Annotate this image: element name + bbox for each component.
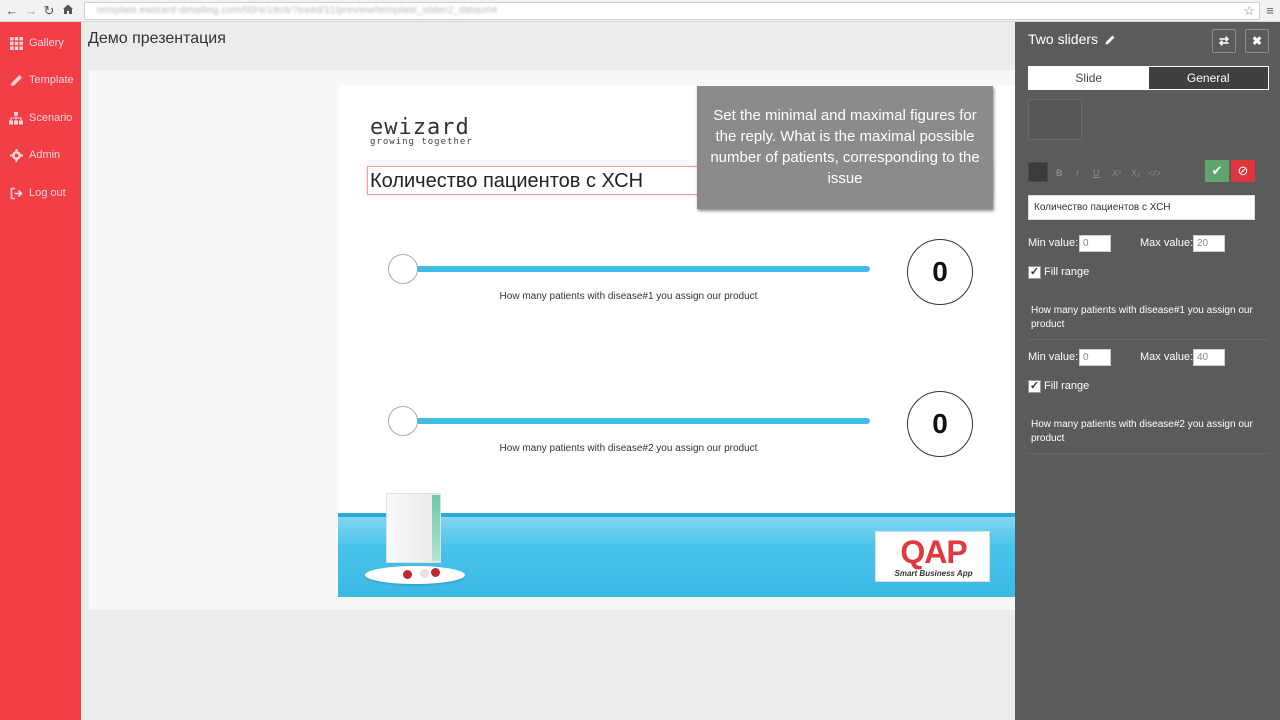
url-text: template.ewizard-detailing.com/00/4/19c6/7ea4d/11/preview/template_slider2_dataurl4 [97, 5, 497, 16]
arrow-right-icon[interactable]: → [24, 3, 38, 18]
berry-icon [403, 570, 412, 579]
sidebar-item-label: Admin [29, 149, 61, 161]
max-value-input[interactable]: 40 [1193, 349, 1225, 366]
fill-range-label: Fill range [1044, 266, 1090, 278]
browser-toolbar [0, 0, 1280, 22]
brand-tagline: Smart Business App [894, 569, 973, 578]
fill-range-label: Fill range [1044, 380, 1090, 392]
slider-knob[interactable] [388, 406, 418, 436]
min-value-input[interactable]: 0 [1079, 349, 1111, 366]
sidebar [0, 22, 81, 720]
slider-value: 0 [907, 239, 973, 305]
text-editor-toolbar [1028, 160, 1272, 186]
superscript-button[interactable]: X² [1112, 168, 1121, 178]
slider-caption: How many patients with disease#1 you assign our product [499, 291, 758, 302]
brand-logo-card [875, 531, 990, 582]
sitemap-icon [8, 112, 24, 125]
ewizard-logo [370, 115, 473, 147]
logo-sub-text: growing together [370, 137, 473, 147]
fill-range-checkbox[interactable]: ✓ [1029, 380, 1040, 392]
tab-general[interactable]: General [1149, 67, 1269, 89]
address-bar[interactable] [84, 2, 1260, 20]
panel-tabs [1028, 66, 1269, 90]
swap-icon[interactable]: ⇄ [1212, 29, 1236, 53]
gear-icon [8, 149, 24, 162]
panel-title: Two sliders [1028, 31, 1099, 47]
min-value-input[interactable]: 0 [1079, 235, 1111, 252]
pencil-icon [8, 74, 24, 87]
close-icon[interactable]: ✖ [1245, 29, 1269, 53]
sidebar-item-scenario[interactable] [0, 100, 81, 136]
home-icon[interactable] [60, 3, 76, 19]
code-button[interactable]: </> [1148, 168, 1162, 178]
plate-image [365, 566, 465, 584]
star-icon[interactable]: ☆ [1243, 3, 1255, 18]
product-stripe [432, 495, 440, 561]
sidebar-item-label: Scenario [29, 112, 73, 124]
max-value-label: Max value: [1140, 351, 1194, 363]
bold-button[interactable]: B [1056, 168, 1063, 178]
fill-range-checkbox[interactable]: ✓ [1029, 266, 1040, 278]
browser-menu-icon[interactable]: ≡ [1266, 3, 1274, 18]
pencil-icon[interactable] [1105, 32, 1115, 48]
panel-title-row [1028, 31, 1115, 48]
check-icon[interactable]: ✔ [1205, 160, 1229, 182]
reload-icon[interactable]: ↻ [43, 3, 55, 18]
slider-caption-input[interactable]: How many patients with disease#1 you assign our product [1028, 301, 1268, 340]
hint-tooltip: Set the minimal and maximal figures for the reply. What is the maximal possible number of patients, corresponding to the issue [697, 86, 993, 209]
italic-button[interactable]: I [1076, 168, 1079, 178]
brand-logo: QAP [900, 534, 967, 570]
sidebar-item-label: Template [29, 74, 74, 86]
logout-icon [8, 187, 24, 200]
logo-main-text: ewizard [370, 115, 470, 140]
grid-icon [8, 37, 24, 50]
heading-text-input[interactable]: Количество пациентов с ХСН [1028, 195, 1255, 220]
sidebar-item-label: Log out [29, 187, 66, 199]
sidebar-item-admin[interactable] [0, 137, 81, 173]
slider-value: 0 [907, 391, 973, 457]
tab-slide[interactable]: Slide [1029, 67, 1149, 89]
min-value-label: Min value: [1028, 351, 1079, 363]
slider-caption-input[interactable]: How many patients with disease#2 you assign our product [1028, 415, 1268, 454]
slider-knob[interactable] [388, 254, 418, 284]
subscript-button[interactable]: X₂ [1131, 168, 1141, 178]
sidebar-item-gallery[interactable] [0, 25, 81, 61]
slider-caption: How many patients with disease#2 you assign our product [499, 443, 758, 454]
page-title: Демо презентация [88, 30, 226, 47]
underline-button[interactable]: U [1093, 168, 1100, 178]
max-value-label: Max value: [1140, 237, 1194, 249]
berry-icon [431, 568, 440, 577]
sidebar-item-label: Gallery [29, 37, 64, 49]
slider-track[interactable] [410, 266, 870, 272]
max-value-input[interactable]: 20 [1193, 235, 1225, 252]
text-color-swatch[interactable] [1028, 162, 1048, 182]
background-preview[interactable] [1028, 99, 1082, 140]
slide-heading: Количество пациентов с ХСН [370, 170, 644, 192]
slider-track[interactable] [410, 418, 870, 424]
ban-icon[interactable]: ⊘ [1231, 160, 1255, 182]
berry-icon [420, 569, 429, 578]
sidebar-item-template[interactable] [0, 62, 81, 98]
min-value-label: Min value: [1028, 237, 1079, 249]
arrow-left-icon[interactable]: ← [5, 3, 19, 18]
sidebar-item-logout[interactable] [0, 175, 81, 211]
properties-panel [1015, 22, 1280, 720]
